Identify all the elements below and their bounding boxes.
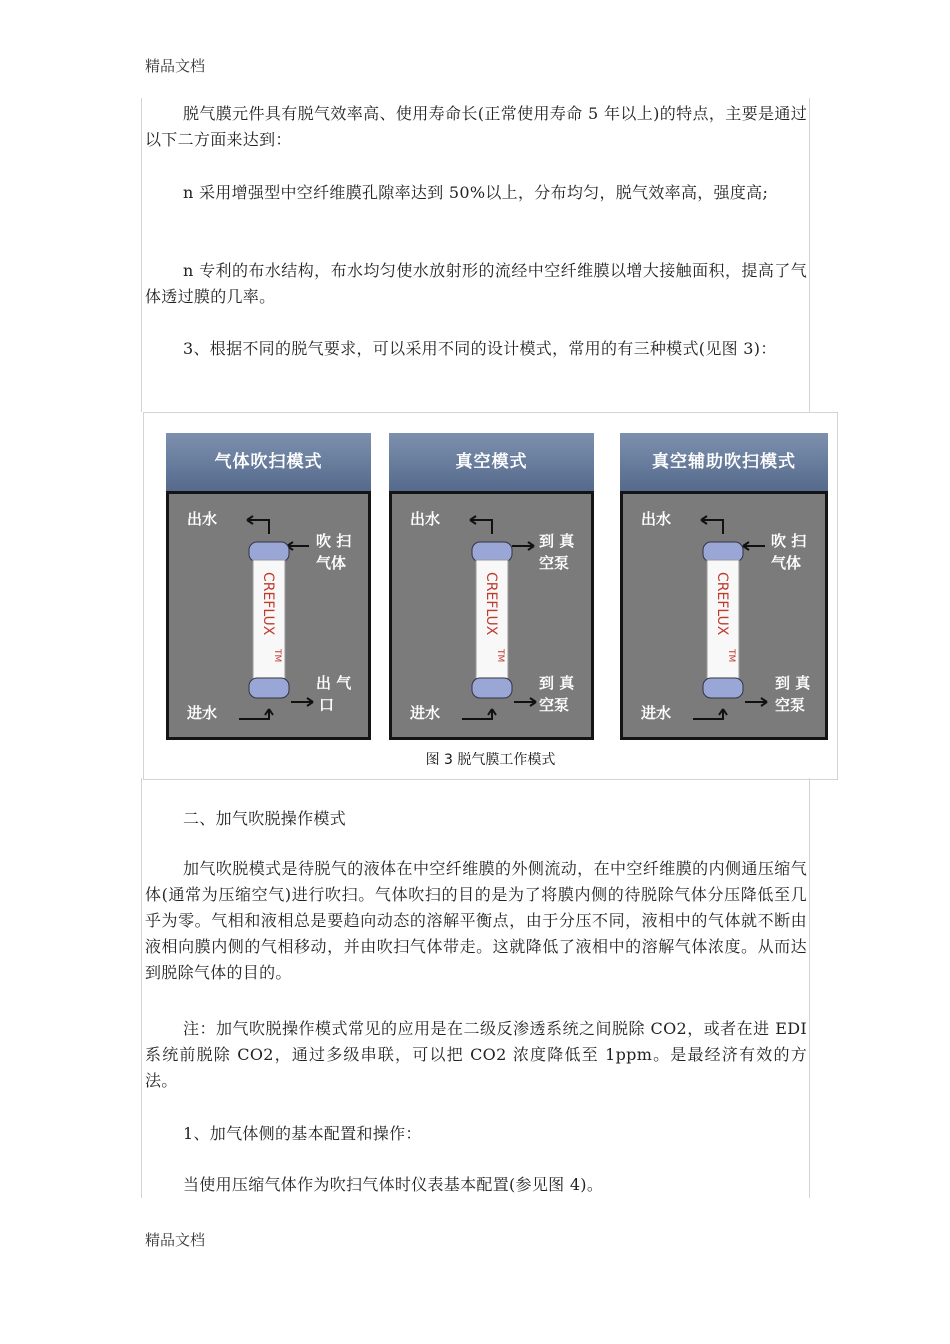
paragraph-gas-stripping: 加气吹脱模式是待脱气的液体在中空纤维膜的外侧流动，在中空纤维膜的内侧通压缩气体(通常为压缩空气)进行吹扫。气体吹扫的目的是为了将膜内侧的待脱除气体分压降低至几乎为零。气相和液相总是要趋向动态的溶解平衡点，由于分压不同，液相中的气体就不断由液相向膜内侧的气相移动，并由吹扫气体带走。这就降低了液相中的溶解气体浓度。从而达到脱除气体的目的。	[145, 859, 807, 982]
panel-vacuum	[389, 433, 594, 740]
paragraph-design-modes: 3、根据不同的脱气要求，可以采用不同的设计模式，常用的有三种模式(见图 3)：	[183, 339, 777, 358]
label-outlet: 出水	[641, 510, 672, 528]
cartridge-text: CREFLUX	[260, 572, 276, 636]
label-top-right-1: 到 真	[539, 532, 575, 550]
cartridge-tm: TM	[272, 649, 282, 663]
page-footer-label: 精品文档	[145, 1231, 206, 1249]
paragraph-note: 注：加气吹脱操作模式常见的应用是在二级反渗透系统之间脱除 CO2，或者在进 EDI 系统前脱除 CO2，通过多级串联，可以把 CO2 浓度降低至 1ppm。是最经济有效的方法。	[145, 1019, 807, 1090]
label-top-right-2: 气体	[771, 554, 802, 572]
panel-gas-sweep	[166, 433, 371, 740]
panel-title: 气体吹扫模式	[166, 433, 371, 491]
panel-title: 真空辅助吹扫模式	[620, 433, 828, 491]
cartridge-tm: TM	[495, 649, 505, 663]
panel-body	[389, 491, 594, 740]
label-top-right-1: 吹 扫	[771, 532, 807, 550]
label-bottom-right-2: 空泵	[775, 696, 806, 714]
section-heading-gas-stripping: 二、加气吹脱操作模式	[183, 809, 347, 828]
page-header-label: 精品文档	[145, 57, 206, 75]
label-bottom-right-1: 到 真	[775, 674, 811, 692]
cartridge-text: CREFLUX	[483, 572, 499, 636]
label-bottom-right-2: 空泵	[539, 696, 570, 714]
label-bottom-right-2: 口	[319, 696, 335, 714]
figure-3	[143, 412, 838, 780]
label-outlet: 出水	[410, 510, 441, 528]
label-inlet: 进水	[187, 704, 218, 722]
label-outlet: 出水	[187, 510, 218, 528]
paragraph-water-distribution: n 专利的布水结构，布水均匀使水放射形的流经中空纤维膜以增大接触面积，提高了气体透过膜的几率。	[145, 261, 807, 306]
cartridge-tm: TM	[726, 649, 736, 663]
label-inlet: 进水	[641, 704, 672, 722]
panel-body	[620, 491, 828, 740]
panel-body	[166, 491, 371, 740]
label-bottom-right-1: 到 真	[539, 674, 575, 692]
label-top-right-2: 气体	[316, 554, 347, 572]
label-bottom-right-1: 出 气	[316, 674, 352, 692]
subheading-gas-side-config: 1、加气体侧的基本配置和操作：	[183, 1124, 422, 1143]
panel-vacuum-assisted-sweep	[620, 433, 828, 740]
panel-title: 真空模式	[389, 433, 594, 491]
label-top-right-2: 空泵	[539, 554, 570, 572]
figure-caption: 图 3 脱气膜工作模式	[425, 752, 556, 768]
paragraph-fiber: n 采用增强型中空纤维膜孔隙率达到 50%以上，分布均匀，脱气效率高，强度高;	[183, 183, 769, 202]
label-inlet: 进水	[410, 704, 441, 722]
cartridge-text: CREFLUX	[714, 572, 730, 636]
paragraph-instrument-config: 当使用压缩气体作为吹扫气体时仪表基本配置(参见图 4)。	[183, 1175, 604, 1194]
label-top-right-1: 吹 扫	[316, 532, 352, 550]
paragraph-features: 脱气膜元件具有脱气效率高、使用寿命长(正常使用寿命 5 年以上)的特点，主要是通过以下二方面来达到：	[145, 104, 807, 149]
